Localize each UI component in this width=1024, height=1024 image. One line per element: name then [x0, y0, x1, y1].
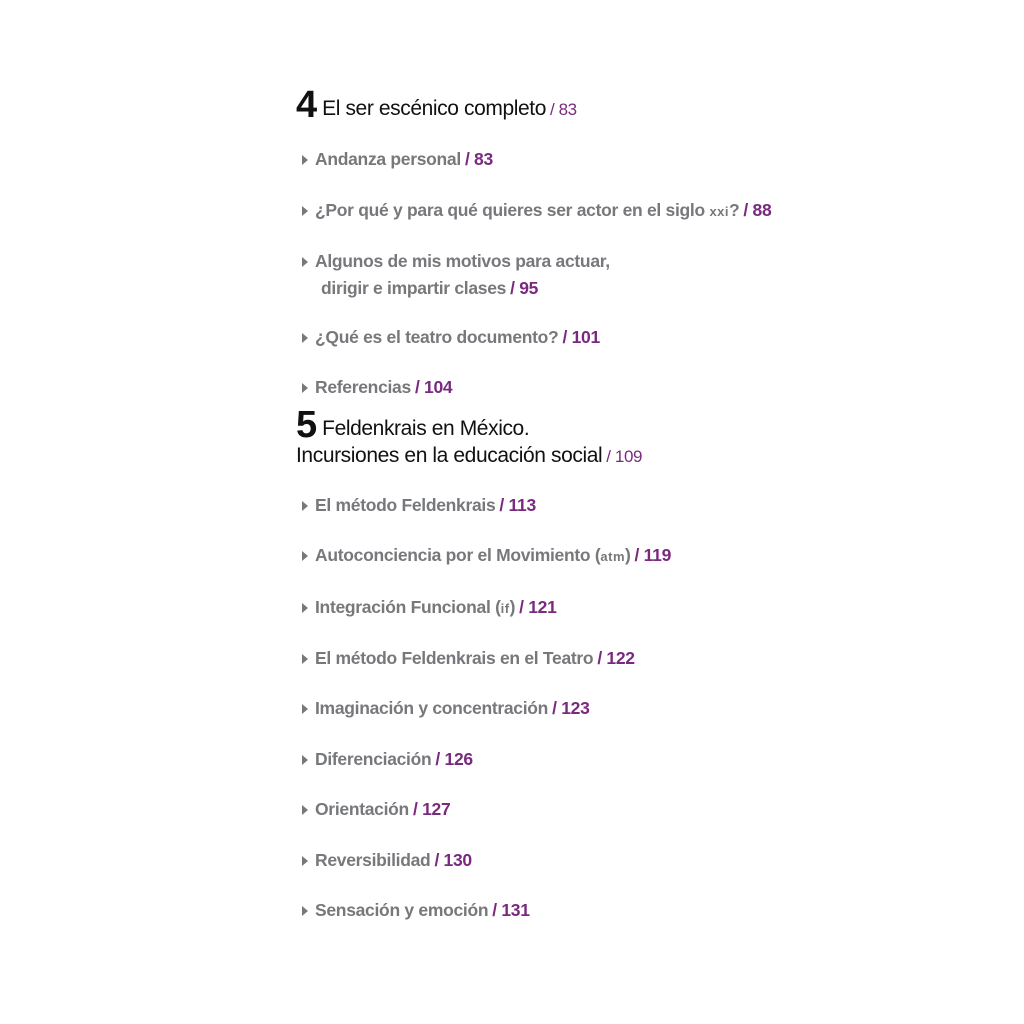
toc-entry[interactable]: [296, 374, 936, 401]
triangle-bullet-icon: [302, 906, 308, 916]
chapter-number: 5: [296, 404, 317, 446]
triangle-bullet-icon: [302, 551, 308, 561]
toc-entry[interactable]: [296, 248, 936, 302]
chapter-title: El ser escénico completo: [322, 97, 546, 120]
entry-title-line2-wrap: [315, 275, 936, 302]
entry-title: Reversibilidad: [315, 850, 431, 870]
triangle-bullet-icon: [302, 704, 308, 714]
toc-entry[interactable]: [296, 897, 936, 924]
triangle-bullet-icon: [302, 501, 308, 511]
triangle-bullet-icon: [302, 654, 308, 664]
chapter-4-items: [296, 146, 936, 401]
entry-title: Sensación y emoción: [315, 900, 489, 920]
triangle-bullet-icon: [302, 383, 308, 393]
entry-title-text: ): [625, 545, 631, 565]
entry-title: [315, 545, 631, 565]
entry-page-number: / 126: [435, 749, 473, 769]
entry-title-text: ¿Por qué y para qué quieres ser actor en el siglo: [315, 200, 710, 220]
entry-title: [315, 200, 739, 220]
chapter-title-line1: Feldenkrais en México.: [322, 417, 530, 440]
toc-entry[interactable]: [296, 324, 936, 351]
entry-page-number: / 104: [414, 377, 453, 397]
triangle-bullet-icon: [302, 155, 308, 165]
entry-page-number: / 101: [562, 327, 600, 347]
chapter-5-heading[interactable]: [296, 404, 936, 470]
toc-entry[interactable]: [296, 746, 936, 773]
triangle-bullet-icon: [302, 333, 308, 343]
entry-page-number: / 127: [412, 799, 451, 819]
entry-page-number: / 88: [743, 200, 772, 220]
toc-entry[interactable]: [296, 542, 936, 570]
toc-entry[interactable]: [296, 146, 936, 173]
entry-page-number: / 119: [634, 545, 672, 565]
chapter-number: 4: [296, 84, 317, 126]
entry-title-smallcaps: atm: [600, 549, 626, 564]
triangle-bullet-icon: [302, 603, 308, 613]
toc-entry[interactable]: [296, 197, 936, 225]
toc-entry[interactable]: [296, 492, 936, 519]
entry-title: [315, 597, 515, 617]
entry-title-line2: dirigir e impartir clases: [321, 278, 507, 298]
chapter-4-heading[interactable]: [296, 84, 936, 126]
toc-entry[interactable]: [296, 695, 936, 722]
chapter-page-number: / 109: [606, 447, 643, 466]
entry-page-number: / 130: [434, 850, 472, 870]
toc-entry[interactable]: [296, 594, 936, 622]
entry-title: Diferenciación: [315, 749, 432, 769]
entry-title: Referencias: [315, 377, 411, 397]
triangle-bullet-icon: [302, 856, 308, 866]
triangle-bullet-icon: [302, 206, 308, 216]
entry-title-text: Autoconciencia por el Movimiento (: [315, 545, 601, 565]
entry-title: Imaginación y concentración: [315, 698, 549, 718]
triangle-bullet-icon: [302, 257, 308, 267]
entry-page-number: / 123: [552, 698, 590, 718]
entry-title: El método Feldenkrais en el Teatro: [315, 648, 594, 668]
entry-title: El método Feldenkrais: [315, 495, 496, 515]
entry-page-number: / 122: [597, 648, 635, 668]
toc-entry[interactable]: [296, 796, 936, 823]
entry-title: ¿Qué es el teatro documento?: [315, 327, 559, 347]
entry-title-text: Integración Funcional (: [315, 597, 501, 617]
triangle-bullet-icon: [302, 805, 308, 815]
entry-page-number: / 131: [492, 900, 530, 920]
toc-entry[interactable]: [296, 645, 936, 672]
entry-title-text: ?: [729, 200, 740, 220]
entry-page-number: / 113: [499, 495, 536, 515]
table-of-contents: [296, 84, 936, 924]
entry-title-line1: Algunos de mis motivos para actuar,: [315, 251, 610, 271]
chapter-5-items: [296, 492, 936, 924]
entry-title-smallcaps: xxi: [709, 204, 730, 219]
entry-page-number: / 121: [519, 597, 557, 617]
entry-title-smallcaps: if: [500, 601, 510, 616]
entry-page-number: / 95: [510, 278, 539, 298]
chapter-page-number: / 83: [549, 100, 577, 119]
chapter-title-line2: Incursiones en la educación social: [296, 444, 603, 467]
toc-entry[interactable]: [296, 847, 936, 874]
triangle-bullet-icon: [302, 755, 308, 765]
entry-title: Orientación: [315, 799, 409, 819]
entry-page-number: / 83: [464, 149, 493, 169]
entry-title-text: ): [509, 597, 516, 617]
entry-title: Andanza personal: [315, 149, 461, 169]
